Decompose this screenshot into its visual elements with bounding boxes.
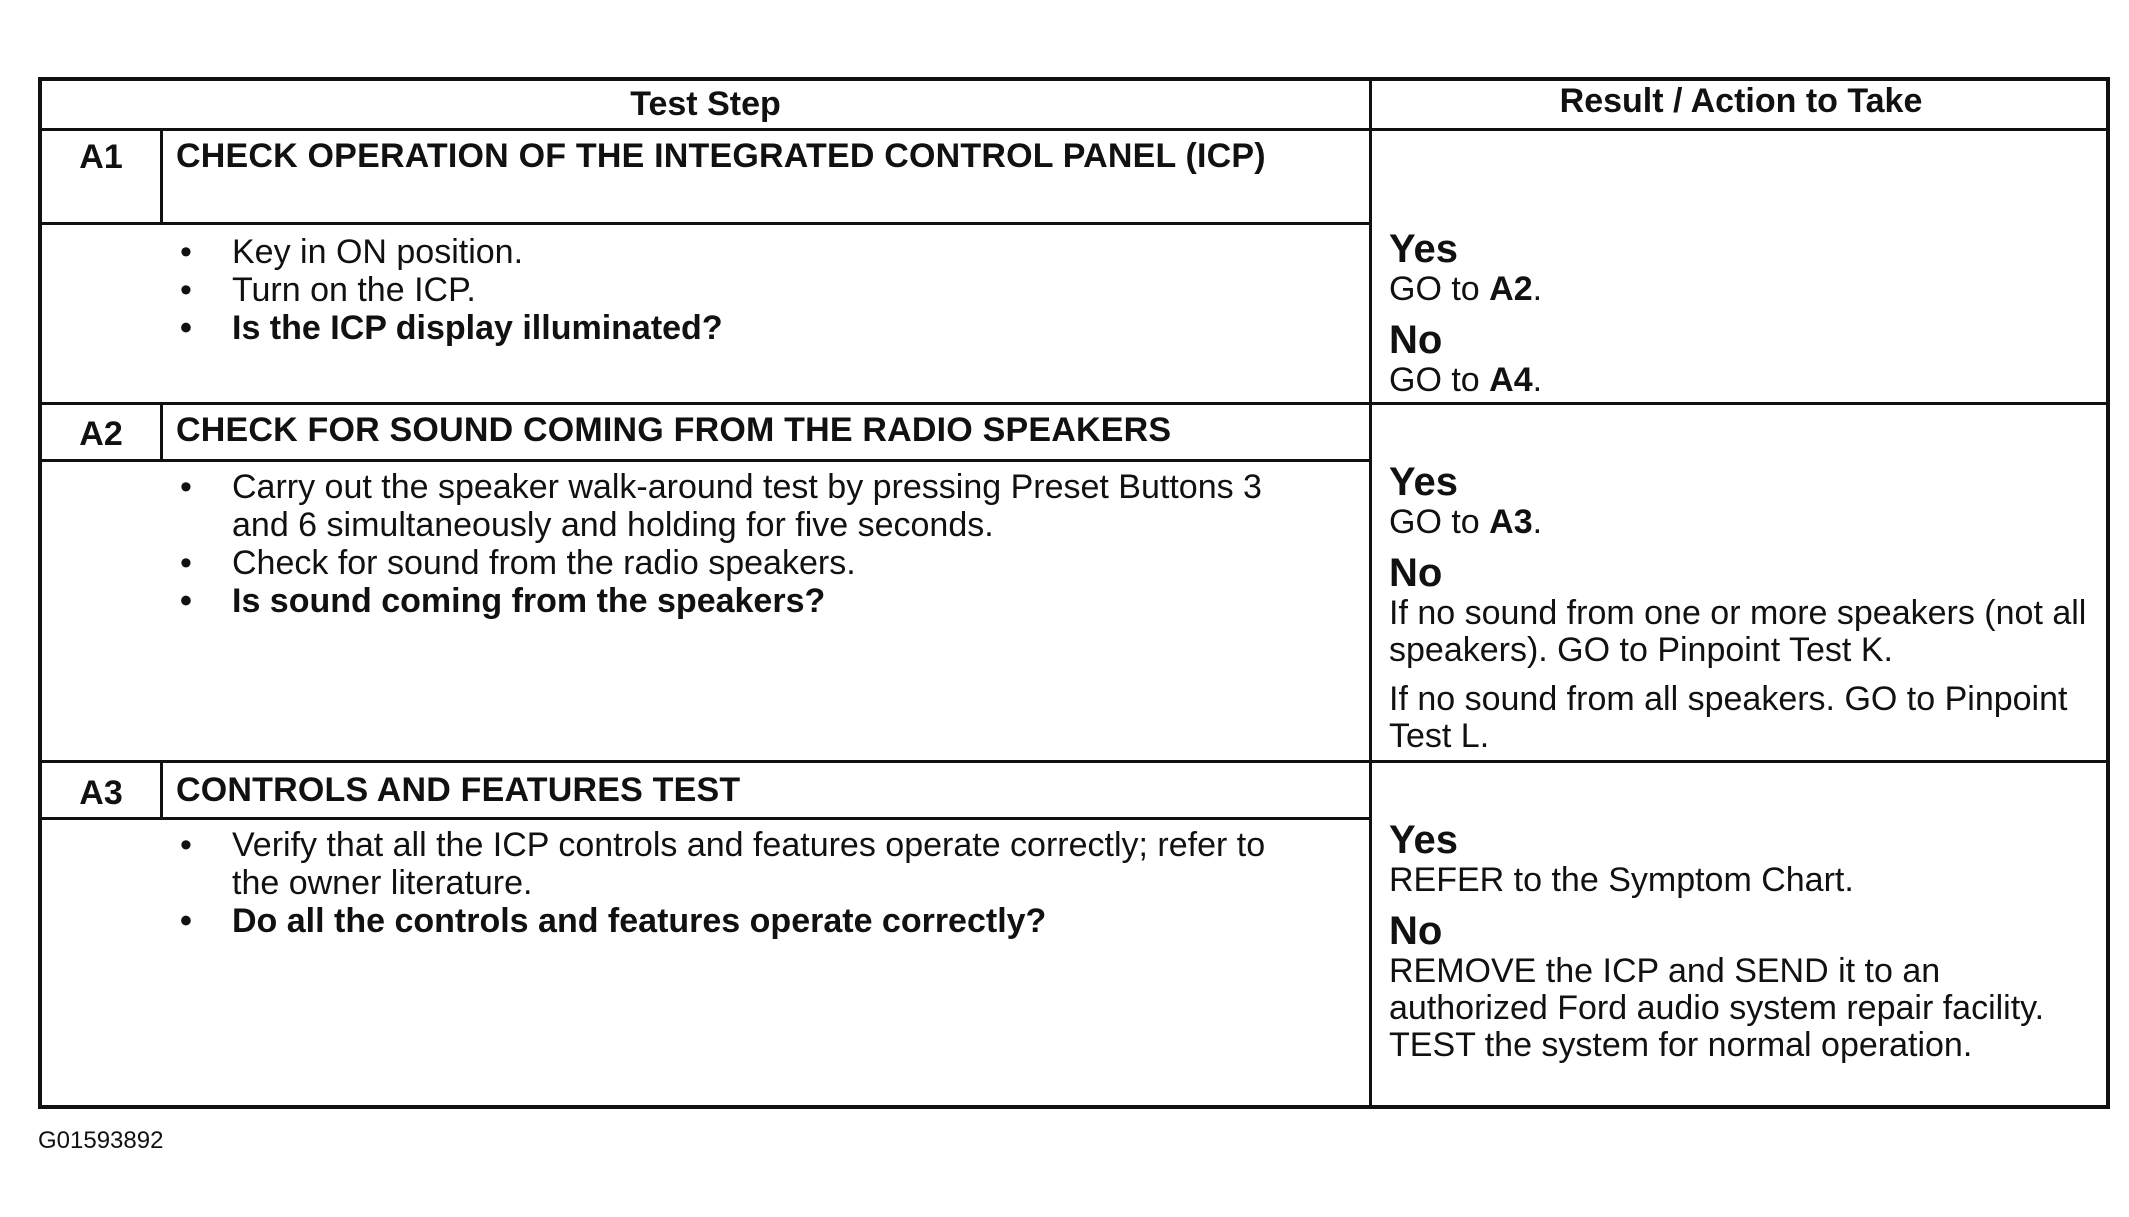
step-reference: A3 bbox=[1489, 503, 1533, 541]
id-divider bbox=[160, 131, 163, 223]
title-divider bbox=[42, 459, 1369, 462]
action-suffix: . bbox=[1532, 270, 1543, 308]
instruction-item: • Check for sound from the radio speakers. bbox=[176, 544, 1296, 582]
yes-action: REFER to the Symptom Chart. bbox=[1389, 861, 1854, 899]
step-instructions bbox=[176, 233, 1356, 347]
id-divider bbox=[160, 405, 163, 461]
diagnostic-table bbox=[38, 77, 2110, 1109]
instruction-item: • Verify that all the ICP controls and features operate correctly; refer to the owner literature. bbox=[176, 826, 1296, 902]
step-reference: A2 bbox=[1489, 270, 1533, 308]
title-divider bbox=[42, 222, 1369, 225]
step-title: CONTROLS AND FEATURES TEST bbox=[176, 771, 741, 809]
result-block bbox=[1389, 227, 2089, 399]
figure-id: G01593892 bbox=[38, 1127, 164, 1154]
no-action: REMOVE the ICP and SEND it to an authorized Ford audio system repair facility. TEST the system for normal operation. bbox=[1389, 952, 2045, 1064]
result-block bbox=[1389, 818, 2069, 1064]
header-test-step: Test Step bbox=[630, 85, 781, 123]
step-question: • Do all the controls and features operate correctly? bbox=[176, 902, 1296, 940]
no-label: No bbox=[1389, 551, 1443, 595]
no-action bbox=[1389, 362, 2089, 399]
row-divider bbox=[42, 760, 2110, 763]
step-question: • Is the ICP display illuminated? bbox=[176, 309, 1356, 347]
result-block bbox=[1389, 460, 2094, 755]
step-reference: A4 bbox=[1489, 361, 1533, 399]
step-instructions bbox=[176, 826, 1296, 940]
step-question: • Is sound coming from the speakers? bbox=[176, 582, 1296, 620]
yes-label: Yes bbox=[1389, 818, 1458, 862]
step-instructions bbox=[176, 468, 1296, 620]
yes-label: Yes bbox=[1389, 227, 1458, 271]
yes-label: Yes bbox=[1389, 460, 1458, 504]
step-id: A3 bbox=[79, 774, 123, 812]
title-divider bbox=[42, 817, 1369, 820]
no-action: If no sound from one or more speakers (not all speakers). GO to Pinpoint Test K. bbox=[1389, 594, 2087, 669]
action-suffix: . bbox=[1532, 503, 1543, 541]
step-id: A2 bbox=[79, 415, 123, 453]
step-title: CHECK OPERATION OF THE INTEGRATED CONTROL PANEL (ICP) bbox=[176, 137, 1266, 175]
yes-action bbox=[1389, 504, 2094, 541]
action-text: GO to bbox=[1389, 503, 1490, 541]
column-divider bbox=[1369, 81, 1372, 1109]
header-result-action: Result / Action to Take bbox=[1559, 82, 1923, 120]
row-divider bbox=[42, 402, 2110, 405]
action-text: GO to bbox=[1389, 361, 1490, 399]
step-id: A1 bbox=[79, 138, 123, 176]
instruction-item: • Carry out the speaker walk-around test by pressing Preset Buttons 3 and 6 simultaneously and holding for five seconds. bbox=[176, 468, 1296, 544]
step-title: CHECK FOR SOUND COMING FROM THE RADIO SPEAKERS bbox=[176, 411, 1172, 449]
no-action: If no sound from all speakers. GO to Pinpoint Test L. bbox=[1389, 680, 2068, 755]
instruction-item: • Key in ON position. bbox=[176, 233, 1356, 271]
header-divider bbox=[42, 128, 2110, 131]
yes-action bbox=[1389, 271, 2089, 308]
no-label: No bbox=[1389, 318, 1443, 362]
no-label: No bbox=[1389, 909, 1443, 953]
action-text: GO to bbox=[1389, 270, 1490, 308]
instruction-item: • Turn on the ICP. bbox=[176, 271, 1356, 309]
action-suffix: . bbox=[1532, 361, 1543, 399]
id-divider bbox=[160, 763, 163, 819]
